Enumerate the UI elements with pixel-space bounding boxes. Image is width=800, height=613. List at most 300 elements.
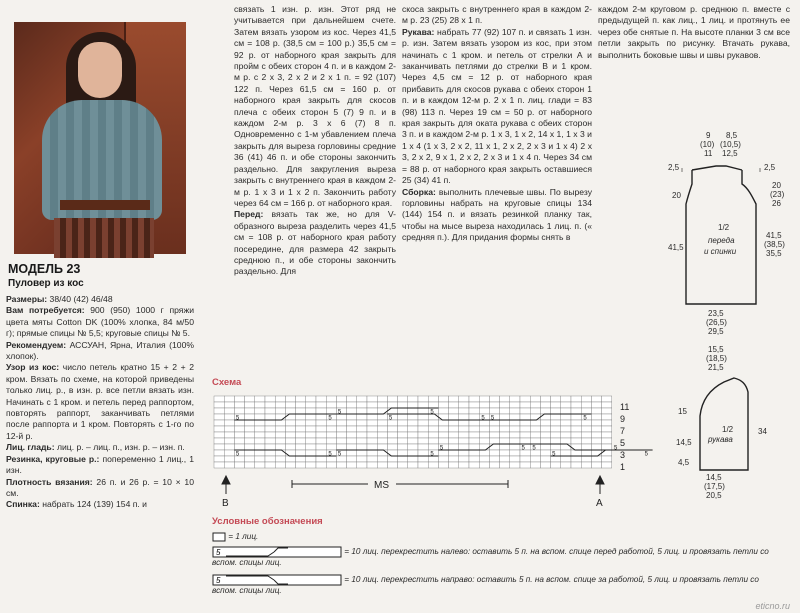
chart-cell [234,432,244,438]
chart-cell [530,432,540,438]
row-num-7: 7 [620,426,626,436]
chart-cell [469,402,479,408]
chart-cell [336,432,346,438]
chart-cell [255,420,265,426]
left-armhole-num: 20 [672,191,681,200]
chart-cell [336,420,346,426]
chart-cell [285,426,295,432]
chart-cell [591,408,601,414]
chart-cell [357,408,367,414]
gauge-para [6,477,194,500]
sleeve-right-34: 34 [758,427,767,436]
sleeve-bottom-1: 14,5 [706,473,722,482]
chart-cell [306,408,316,414]
chart-cell [408,450,418,456]
need-text: 900 (950) 1000 г пряжи цвета мяты Cotton DK (100% хлопка, 84 м/50 г); прямые спицы № 5,5; круговые спицы № 5. [6,305,194,339]
cable-cell-num: 5 [328,451,332,458]
chart-cell [347,426,357,432]
chart-cell [285,450,295,456]
chart-cell [602,426,612,432]
chart-cell [551,420,561,426]
cable-cell-num: 5 [481,415,485,422]
chart-cell [510,408,520,414]
chart-cell [479,432,489,438]
stockinette-label: Лиц. гладь: [6,442,55,453]
column-2 [234,4,396,374]
front-para [234,209,396,277]
chart-cell [245,402,255,408]
chart-cell [377,456,387,462]
chart-cell [326,444,336,450]
chart-cell [540,438,550,444]
chart-cell [367,396,377,402]
sleeve-label-half: 1/2 [722,425,734,434]
chart-cell [398,450,408,456]
chart-cell [591,414,601,420]
chart-cell [296,444,306,450]
chart-cell [530,408,540,414]
chart-cell [265,438,275,444]
row-num-1: 1 [620,462,626,472]
chart-cell [438,414,448,420]
front-label: Перед: [234,209,264,220]
chart-cell [224,444,234,450]
chart-cell [530,414,540,420]
chart-cell [306,402,316,408]
chart-cell [326,432,336,438]
chart-cell [418,462,428,468]
chart-cell [510,396,520,402]
chart-cell [347,438,357,444]
chart-cell [510,444,520,450]
need-para [6,305,194,339]
front-text: вязать так же, но для V-образного выреза разделить через 41,5 см = 108 р. от наборного края работу посередине, для размера 42 закрыть среднюю п., и обе стороны закончить раздельно. Для [234,209,396,277]
right-armhole-2: (23) [770,190,785,199]
chart-cell [551,426,561,432]
chart-cell [214,408,224,414]
chart-cell [306,432,316,438]
chart-cell [347,396,357,402]
chart-cell [234,426,244,432]
chart-cell [500,438,510,444]
top-num-3: 11 [704,149,713,158]
back-para [6,499,194,510]
stockinette-para [6,442,194,453]
chart-cell [489,432,499,438]
chart-cell [285,438,295,444]
chart-cell [581,402,591,408]
chart-cell [285,396,295,402]
chart-cell [265,408,275,414]
chart-cell [245,426,255,432]
chart-cell [571,438,581,444]
chart-cell [408,444,418,450]
chart-cell [602,450,612,456]
chart-cell [398,396,408,402]
cable-cell-num: 5 [337,409,342,416]
chart-cell [551,444,561,450]
chart-cell [316,444,326,450]
chart-cell [367,402,377,408]
chart-cell [561,426,571,432]
chart-cell [530,426,540,432]
top-num-2: (10) [700,140,715,149]
chart-cell [265,444,275,450]
chart-cell [316,438,326,444]
top-num-1: 9 [706,131,711,140]
chart-cell [214,462,224,468]
chart-cell [489,438,499,444]
chart-cell [224,456,234,462]
chart-cell [398,408,408,414]
arrow-a-icon [596,476,604,484]
cable-chart [208,384,648,510]
row-num-11: 11 [620,402,630,412]
chart-cell [438,462,448,468]
chart-cell [500,432,510,438]
chart-cell [561,462,571,468]
chart-cell [408,402,418,408]
sleeve-top-1: 15,5 [708,345,724,354]
chart-cell [245,444,255,450]
neckline-path [692,166,742,170]
cable-cell-num: 5 [430,409,434,416]
chart-cell [377,408,387,414]
chart-cell [398,456,408,462]
chart-cell [459,396,469,402]
chart-cell [591,450,601,456]
chart-cell [387,396,397,402]
chart-cell [224,420,234,426]
sleeve-schematic [672,342,792,502]
chart-cell [510,420,520,426]
chart-cell [336,438,346,444]
chart-cell [438,432,448,438]
chart-cell [530,420,540,426]
chart-cell [367,414,377,420]
chart-cell [336,444,346,450]
chart-cell [479,396,489,402]
chart-cell [469,420,479,426]
chart-cell [602,462,612,468]
chart-cell [459,402,469,408]
chart-cell [540,432,550,438]
cable-cell-num: 5 [552,451,556,458]
cable-cell-num: 5 [337,451,342,458]
chart-cell [387,432,397,438]
chart-cell [591,438,601,444]
chart-cell [377,396,387,402]
chart-cell [489,426,499,432]
chart-cell [214,450,224,456]
chart-cell [214,396,224,402]
chart-cell [428,432,438,438]
chart-cell [500,408,510,414]
chart-cell [520,462,530,468]
chart-cell [449,396,459,402]
chart-cell [489,456,499,462]
bottom-num-3: 29,5 [708,327,724,336]
chart-cell [418,444,428,450]
chart-cell [316,408,326,414]
chart-cell [306,450,316,456]
chart-cell [428,444,438,450]
sleeve-bottom-3: 20,5 [706,491,722,500]
chart-cell [459,426,469,432]
chart-cell [561,420,571,426]
chart-cell [367,432,377,438]
chart-cell [479,456,489,462]
chart-cell [387,444,397,450]
rec-label: Рекомендуем: [6,339,67,350]
chart-cell [520,414,530,420]
legend-cross-right [212,574,782,596]
chart-cell [418,402,428,408]
chart-cell [408,408,418,414]
chart-cell [306,396,316,402]
chart-cell [479,408,489,414]
chart-cell [347,462,357,468]
chart-cell [500,462,510,468]
chart-cell [224,432,234,438]
arrow-a-label: A [596,498,603,509]
chart-cell [275,396,285,402]
chart-cell [357,402,367,408]
chart-cell [265,456,275,462]
chart-cell [479,426,489,432]
right-length-1: 41,5 [766,231,782,240]
chart-cell [438,396,448,402]
chart-cell [500,414,510,420]
sizes-label: Размеры: [6,294,48,304]
chart-cell [357,456,367,462]
rib-para [6,454,194,477]
chart-cell [367,426,377,432]
knit-symbol-icon [212,532,226,542]
row-num-3: 3 [620,450,626,460]
sleeve-label: Рукава: [402,26,435,37]
chart-cell [398,462,408,468]
chart-cell [326,402,336,408]
chart-cell [510,402,520,408]
chart-cell [551,396,561,402]
chart-cell [428,402,438,408]
chart-cell [408,420,418,426]
chart-cell [418,426,428,432]
chart-cell [398,414,408,420]
sleeve-top-3: 21,5 [708,363,724,372]
chart-cell [591,402,601,408]
chart-cell [357,444,367,450]
chart-cell [224,402,234,408]
cable-cell-num: 5 [235,415,240,422]
cable-cell-num: 5 [614,445,618,452]
chart-cell [571,426,581,432]
chart-cell [408,414,418,420]
left-length-num: 41,5 [668,243,684,252]
chart-cell [387,408,397,414]
chart-cell [438,426,448,432]
chart-cell [347,420,357,426]
chart-cell [571,444,581,450]
chart-cell [500,456,510,462]
need-label: Вам потребуется: [6,305,85,316]
chart-cell [255,438,265,444]
chart-cell [581,456,591,462]
chart-cell [449,456,459,462]
chart-cell [316,402,326,408]
sleeve-left-14-5: 14,5 [676,438,692,447]
chart-cell [449,426,459,432]
chart-cell [377,414,387,420]
chart-cell [479,462,489,468]
cable-cell-num: 5 [328,415,332,422]
chart-cell [265,450,275,456]
ms-label: MS [374,480,389,491]
chart-cell [438,408,448,414]
chart-cell [326,408,336,414]
chart-cell [571,462,581,468]
chart-cell [234,402,244,408]
chart-cell [428,438,438,444]
chart-cell [469,438,479,444]
sleeve-top-2: (18,5) [706,354,727,363]
gauge-label: Плотность вязания: [6,476,93,487]
schem-label-front: переда [708,236,735,245]
gauge-text: 26 п. и 26 р. = 10 × 10 см. [6,476,194,498]
model-title: МОДЕЛЬ 23 [8,262,81,276]
chart-cell [255,396,265,402]
chart-cell [265,432,275,438]
assembly-label: Сборка: [402,186,436,197]
chart-cell [347,432,357,438]
chart-cell [551,408,561,414]
schem-label-back: и спинки [704,247,737,256]
chart-cell [489,462,499,468]
bottom-num-2: (26,5) [706,318,727,327]
cable-cell-num: 5 [235,451,240,458]
chart-cell [591,420,601,426]
chart-cell [530,402,540,408]
chart-cell [581,444,591,450]
chart-cell [428,462,438,468]
chart-cell [296,426,306,432]
chart-cell [489,444,499,450]
chart-cell [398,402,408,408]
chart-cell [357,450,367,456]
cable-cell-num: 5 [439,445,444,452]
column-3 [402,4,592,374]
chart-cell [234,444,244,450]
chart-cell [387,456,397,462]
front-continued: скоса закрыть с внутреннего края в каждом 2-м р. 23 (25) 28 х 1 п. [402,4,592,26]
right-armhole-3: 26 [772,199,781,208]
chart-cell [367,408,377,414]
chart-cell [316,396,326,402]
chart-cell [265,426,275,432]
bottom-num-1: 23,5 [708,309,724,318]
chart-cell [387,402,397,408]
chart-cell [581,450,591,456]
back-continued: связать 1 изн. р. изн. Этот ряд не учитывается при дальнейшем счете. Затем вязать узором из кос. Через 41,5 см = 108 р. (38,5 см = 100 р.) 35,5 см = 92 р. от наборного края закрыть для пройм с обеих сторон 4 п. и в каждом 2-м р. с 2 х 3, 2 х 2 и 2 х 1 п. = 92 (107) 122 п. Через 61,5 см = 160 р. от наборного края закрыть для скосов плеча с обеих сторон 5 (7) 9 п. и в каждом 2-м р. 3 х 6 (7) 8 п. Одновременно с 1-м убавлением плеча закрыть для выреза горловины средние 36 (41) 46 п. и обе стороны закончить раздельно. Для закругления выреза закрыть с внутреннего края в каждом 2-м р. 1 х 3 и 1 х 2 п. Закончить работу через 64 см = 166 р. от наборного края. [234,4,396,208]
skirt [54,218,154,258]
chart-cell [449,438,459,444]
chart-cell [357,396,367,402]
chart-cell [347,456,357,462]
chart-cell [265,420,275,426]
chart-cell [459,408,469,414]
chart-cell [275,444,285,450]
shoulder-right-num: 2,5 [764,163,776,172]
chart-cell [367,420,377,426]
chart-cell [275,402,285,408]
chart-cell [520,408,530,414]
chart-cell [520,396,530,402]
chart-cell [285,444,295,450]
chart-cell [245,450,255,456]
chart-cell [540,456,550,462]
chart-cell [377,402,387,408]
chart-cell [296,420,306,426]
chart-cell [510,450,520,456]
chart-cell [255,450,265,456]
chart-cell [489,396,499,402]
chart-cell [357,414,367,420]
chart-cell [602,408,612,414]
model-photo [14,22,186,254]
chart-cell [265,462,275,468]
right-armhole-1: 20 [772,181,781,190]
chart-cell [489,402,499,408]
cable-cell-num: 5 [583,415,587,422]
assembly-para [402,187,592,244]
chart-cell [245,438,255,444]
chart-cell [602,444,612,450]
chart-cell [500,420,510,426]
chart-cell [398,426,408,432]
chart-cell [255,402,265,408]
chart-cell [367,450,377,456]
chart-cell [408,438,418,444]
cable-para [6,362,194,442]
chart-cell [479,444,489,450]
chart-cell [316,426,326,432]
chart-cell [245,432,255,438]
chart-cell [275,432,285,438]
chart-cell [326,438,336,444]
arrow-b-icon [222,476,230,484]
chart-cell [602,456,612,462]
chart-cell [479,438,489,444]
chart-cell [377,444,387,450]
chart-cell [438,402,448,408]
chart-cell [275,456,285,462]
chart-cell [591,426,601,432]
chart-cell [255,456,265,462]
chart-cell [255,444,265,450]
chart-cell [387,438,397,444]
chart-cell [245,408,255,414]
chart-cell [561,396,571,402]
sizes-para [6,294,194,305]
legend-knit [212,532,258,542]
chart-cell [357,462,367,468]
chart-cell [265,396,275,402]
chart-cell [510,462,520,468]
chart-cell [561,414,571,420]
chart-cell [326,396,336,402]
chart-cell [408,426,418,432]
